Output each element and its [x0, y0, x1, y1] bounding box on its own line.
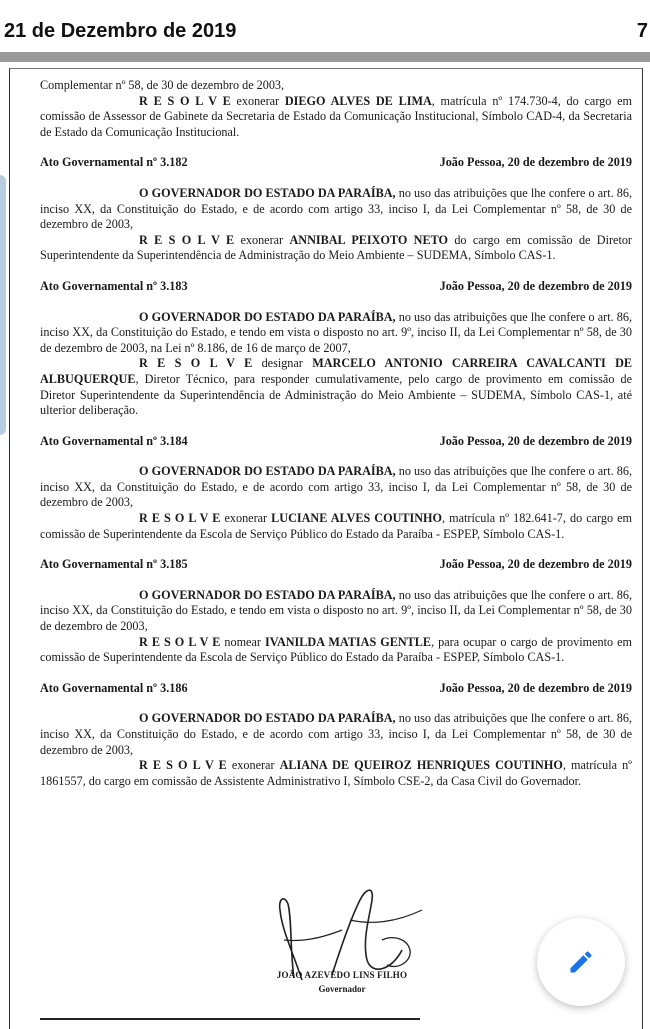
page-number: 7 — [636, 20, 648, 42]
act-3184 — [40, 434, 632, 543]
act-place-date: João Pessoa, 20 de dezembro de 2019 — [439, 155, 632, 170]
act-place-date: João Pessoa, 20 de dezembro de 2019 — [439, 557, 632, 572]
edit-fab-button[interactable] — [537, 918, 625, 1006]
act-resolve: R E S O L V E nomear IVANILDA MATIAS GENTLE, para ocupar o cargo de provimento em comissão de Superintendente da Escola de Serviço Público do Estado da Paraíba - ESPEP, Símbolo CAS-1. — [40, 634, 632, 665]
header-date: 21 de Dezembro de 2019 — [4, 20, 237, 42]
act-preamble: O GOVERNADOR DO ESTADO DA PARAÍBA, no uso das atribuições que lhe confere o art. 86, inciso XX, da Constituição do Estado, e de acordo com artigo 33, inciso I, da Lei Complementar nº 58, de 30 de dezembro de 2003, — [40, 185, 632, 232]
bottom-divider — [40, 1018, 420, 1020]
act-title: Ato Governamental nº 3.184 — [40, 433, 188, 448]
act-3183 — [40, 279, 632, 419]
act-preamble: O GOVERNADOR DO ESTADO DA PARAÍBA, no uso das atribuições que lhe confere o art. 86, inciso XX, da Constituição do Estado, e de acordo com artigo 33, inciso I, da Lei Complementar nº 58, de 30 de dezembro de 2003, — [40, 711, 632, 757]
act-resolve: R E S O L V E exonerar LUCIANE ALVES COUTINHO, matrícula nº 182.641-7, do cargo em comissão de Superintendente da Escola de Serviço Público do Estado da Paraíba - ESPEP, Símbolo CAS-1. — [40, 511, 632, 541]
signature-name: JOÃO AZEVÊDO LINS FILHO — [276, 970, 408, 980]
act-resolve: R E S O L V E exonerar ALIANA DE QUEIROZ HENRIQUES COUTINHO, matrícula nº 1861557, do cargo em comissão de Assistente Administrativo I, Símbolo CSE-2, da Casa Civil do Governador. — [40, 758, 632, 788]
act-title: Ato Governamental nº 3.182 — [40, 155, 188, 170]
header-rule — [0, 52, 650, 62]
side-scroll-tab[interactable] — [0, 175, 6, 435]
act-place-date: João Pessoa, 20 de dezembro de 2019 — [439, 433, 632, 448]
act-3185 — [40, 557, 632, 666]
document-body — [40, 78, 632, 789]
act-3186 — [40, 681, 632, 790]
act-resolve: R E S O L V E exonerar ANNIBAL PEIXOTO NETO do cargo em comissão de Diretor Superintendente da Superintendência de Administração do Meio Ambiente – SUDEMA, Símbolo CAS-1. — [40, 232, 632, 263]
intro-resolve: R E S O L V E exonerar DIEGO ALVES DE LIMA, matrícula nº 174.730-4, do cargo em comissão de Assessor de Gabinete da Secretaria de Estado da Comunicação Institucional, Símbolo CAD-4, da Secretaria de Estado da Comunicação Institucional. — [40, 93, 632, 139]
signature-role: Governador — [318, 984, 366, 994]
act-place-date: João Pessoa, 20 de dezembro de 2019 — [439, 278, 632, 293]
act-place-date: João Pessoa, 20 de dezembro de 2019 — [439, 680, 632, 695]
act-preamble: O GOVERNADOR DO ESTADO DA PARAÍBA, no uso das atribuições que lhe confere o art. 86, inciso XX, da Constituição do Estado, e tendo em vista o disposto no art. 9º, inciso II, da Lei Complementar nº 58, de 30 de dezembro de 2003, — [40, 587, 632, 634]
page-header — [0, 0, 650, 52]
act-title: Ato Governamental nº 3.185 — [40, 557, 188, 572]
signature-block — [232, 880, 452, 1000]
intro-line: Complementar nº 58, de 30 de dezembro de 2003, — [40, 78, 285, 92]
act-preamble: O GOVERNADOR DO ESTADO DA PARAÍBA, no uso das atribuições que lhe confere o art. 86, inciso XX, da Constituição do Estado, e de acordo com artigo 33, inciso I, da Lei Complementar nº 58, de 30 de dezembro de 2003, — [40, 464, 632, 510]
pencil-edit-icon — [567, 948, 595, 976]
act-title: Ato Governamental nº 3.186 — [40, 680, 188, 695]
act-preamble: O GOVERNADOR DO ESTADO DA PARAÍBA, no uso das atribuições que lhe confere o art. 86, inciso XX, da Constituição do Estado, e tendo em vista o disposto no art. 9º, inciso II, da Lei Complementar nº 58, de 30 de dezembro de 2003, na Lei nº 8.186, de 16 de março de 2007, — [40, 309, 632, 355]
act-resolve: R E S O L V E designar MARCELO ANTONIO CARREIRA CAVALCANTI DE ALBUQUERQUE, Diretor Técnico, para responder cumulativamente, pelo cargo de provimento em comissão de Diretor Superintendente da Superintendência de Administração do Meio Ambiente – SUDEMA, Símbolo CAS-1, até ulterior deliberação. — [40, 356, 632, 418]
act-3182 — [40, 155, 632, 264]
act-title: Ato Governamental nº 3.183 — [40, 278, 188, 293]
